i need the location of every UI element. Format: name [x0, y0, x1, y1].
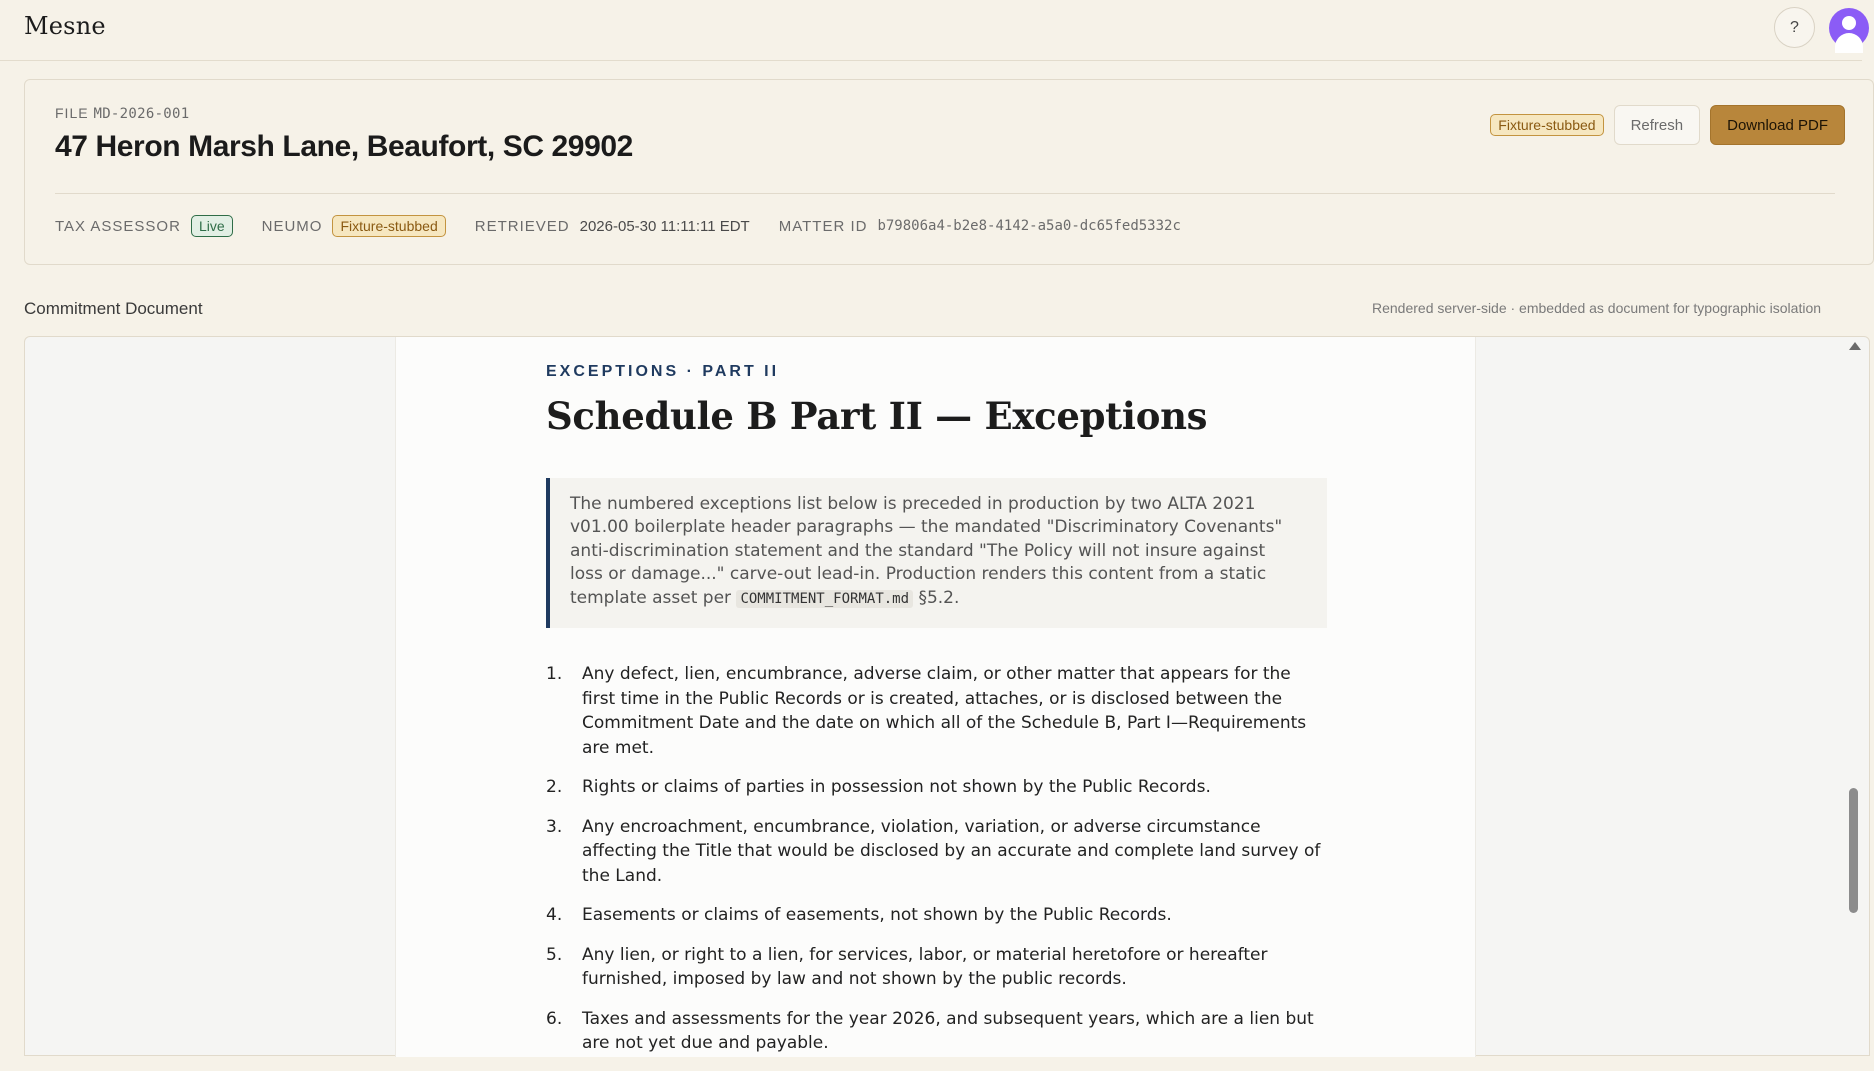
scroll-thumb[interactable] — [1849, 788, 1858, 913]
list-item — [546, 775, 1327, 800]
meta-tax-assessor — [55, 215, 233, 237]
avatar-head-shape — [1842, 16, 1856, 30]
scroll-up-arrow-icon[interactable] — [1849, 342, 1861, 350]
meta-neumo — [262, 215, 446, 237]
section-note: Rendered server-side · embedded as document for typographic isolation — [1372, 300, 1822, 316]
meta-matter-id — [779, 218, 1181, 235]
file-code: MD-2026-001 — [93, 106, 190, 122]
source-meta-row — [55, 215, 1210, 237]
status-badge: Fixture-stubbed — [1490, 114, 1603, 136]
document-title: Schedule B Part II — Exceptions — [546, 394, 1208, 438]
help-icon: ? — [1790, 18, 1799, 36]
meta-key-neumo: NEUMO — [261, 217, 323, 235]
item-number: 4. — [546, 905, 563, 925]
template-note — [546, 478, 1327, 628]
template-note-text: The numbered exceptions list below is preceded in production by two ALTA 2021 v01.00 boilerplate header paragraphs — the mandated "Discriminatory Covenants" anti-discrimination statement and the standard "The Policy will not insure against loss or damage..." carve-out lead-in. Production renders this content from a static template asset per — [570, 494, 1283, 608]
template-note-code: COMMITMENT_FORMAT.md — [736, 590, 913, 608]
template-note-suffix: §5.2. — [918, 587, 960, 608]
document-page — [395, 337, 1476, 1057]
list-item — [546, 662, 1327, 760]
help-button[interactable] — [1774, 7, 1815, 48]
meta-retrieved — [475, 218, 750, 235]
item-text: Any defect, lien, encumbrance, adverse claim, or other matter that appears for the first time in the Public Records or is created, attaches, or is disclosed between the Commitment Date and the date on which all of the Schedule B, Part I—Requirements are met. — [582, 664, 1307, 758]
item-number: 6. — [546, 1008, 563, 1029]
refresh-button[interactable]: Refresh — [1614, 105, 1701, 145]
list-item — [546, 1007, 1327, 1056]
user-avatar[interactable] — [1829, 8, 1869, 48]
download-pdf-button[interactable]: Download PDF — [1710, 105, 1845, 145]
live-badge: Live — [191, 215, 233, 237]
list-item — [546, 903, 1327, 928]
property-address: 47 Heron Marsh Lane, Beaufort, SC 29902 — [55, 130, 633, 163]
meta-key-retrieved: RETRIEVED — [474, 217, 570, 235]
item-text: Rights or claims of parties in possession not shown by the Public Records. — [582, 777, 1211, 797]
item-text: Taxes and assessments for the year 2026, and subsequent years, which are a lien but are not yet due and payable. — [582, 1008, 1314, 1053]
list-item — [546, 943, 1327, 992]
file-header-card — [24, 79, 1874, 265]
document-eyebrow: EXCEPTIONS · PART II — [546, 363, 780, 380]
file-label-text: FILE — [55, 105, 89, 121]
meta-key-matter-id: MATTER ID — [778, 217, 868, 235]
item-number: 3. — [546, 816, 563, 837]
stub-badge: Fixture-stubbed — [332, 215, 445, 237]
list-item — [546, 815, 1327, 889]
item-text: Easements or claims of easements, not shown by the Public Records. — [582, 905, 1172, 925]
exceptions-list — [546, 662, 1327, 1071]
document-viewer[interactable] — [24, 336, 1870, 1056]
matter-id-value[interactable]: b79806a4-b2e8-4142-a5a0-dc65fed5332c — [877, 218, 1181, 234]
item-text: Any encroachment, encumbrance, violation, variation, or adverse circumstance affecting the Title that would be disclosed by an accurate and complete land survey of the Land. — [582, 816, 1321, 886]
section-title: Commitment Document — [24, 299, 203, 318]
item-number: 5. — [546, 944, 563, 965]
app-logo[interactable]: Mesne — [24, 12, 106, 40]
top-bar — [0, 0, 1862, 61]
card-divider — [55, 193, 1835, 194]
file-actions — [1490, 105, 1845, 145]
item-number: 2. — [546, 777, 563, 797]
retrieved-timestamp: 2026-05-30 11:11:11 EDT — [579, 217, 750, 235]
meta-key-tax-assessor: TAX ASSESSOR — [55, 217, 181, 235]
item-number: 1. — [546, 664, 563, 684]
file-number — [55, 105, 190, 122]
item-text: Any lien, or right to a lien, for services, labor, or material heretofore or hereafter furnished, imposed by law and not shown by the public records. — [582, 944, 1268, 989]
avatar-body-shape — [1835, 33, 1863, 53]
document-scrollbar[interactable] — [1846, 338, 1862, 1040]
